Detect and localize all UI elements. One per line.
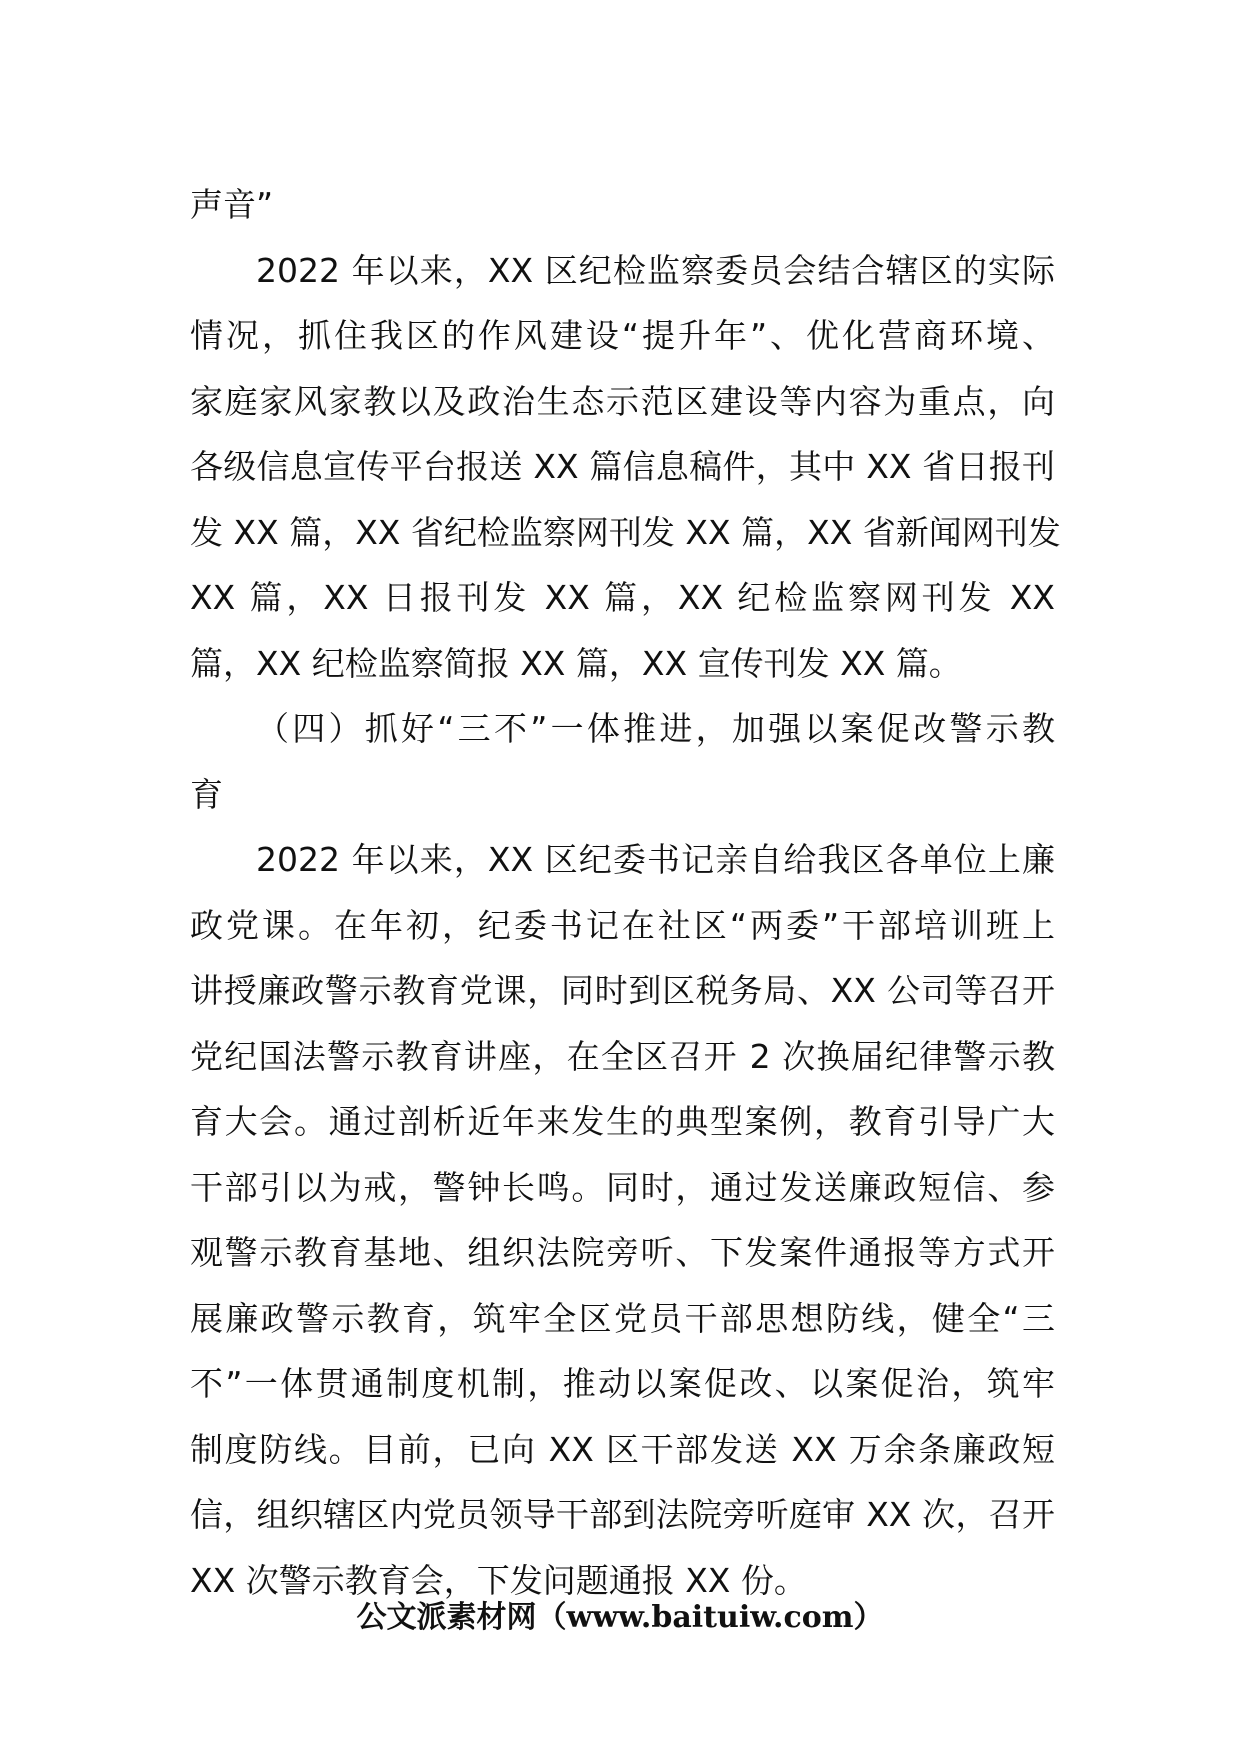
- text-line: 信，组织辖区内党员领导干部到法院旁听庭审 XX 次，召开: [190, 1495, 1055, 1534]
- text-line: 2022 年以来，XX 区纪检监察委员会结合辖区的实际: [256, 250, 1055, 290]
- text-line: 育大会。通过剖析近年来发生的典型案例，教育引导广大: [190, 1102, 1055, 1141]
- text-line: 篇，XX 纪检监察简报 XX 篇，XX 宣传刊发 XX 篇。: [190, 643, 962, 683]
- text-line: 观警示教育基地、组织法院旁听、下发案件通报等方式开: [190, 1233, 1055, 1272]
- text-line: 党纪国法警示教育讲座，在全区召开 2 次换届纪律警示教: [190, 1036, 1055, 1076]
- section-heading-line: 育: [190, 774, 223, 814]
- footer-watermark: 公文派素材网（www.baituiw.com）: [356, 1600, 884, 1635]
- text-line: 声音”: [190, 185, 274, 224]
- section-heading-line: （四）抓好“三不”一体推进，加强以案促改警示教: [256, 709, 1055, 748]
- text-line: 家庭家风家教以及政治生态示范区建设等内容为重点，向: [190, 381, 1055, 421]
- text-line: 不”一体贯通制度机制，推动以案促改、以案促治，筑牢: [190, 1364, 1055, 1403]
- text-line: 2022 年以来，XX 区纪委书记亲自给我区各单位上廉: [256, 840, 1055, 879]
- text-line: 情况，抓住我区的作风建设“提升年”、优化营商环境、: [190, 316, 1055, 355]
- text-line: 发 XX 篇，XX 省纪检监察网刊发 XX 篇，XX 省新闻网刊发: [190, 512, 1061, 552]
- text-line: 各级信息宣传平台报送 XX 篇信息稿件，其中 XX 省日报刊: [190, 447, 1055, 486]
- document-body: [190, 172, 1061, 1613]
- text-line: 政党课。在年初，纪委书记在社区“两委”干部培训班上: [190, 905, 1055, 945]
- text-line: 干部引以为戒，警钟长鸣。同时，通过发送廉政短信、参: [190, 1167, 1055, 1207]
- text-line: XX 次警示教育会，下发问题通报 XX 份。: [190, 1560, 807, 1600]
- text-line: XX 篇，XX 日报刊发 XX 篇，XX 纪检监察网刊发 XX: [190, 578, 1055, 617]
- text-line: 制度防线。目前，已向 XX 区干部发送 XX 万余条廉政短: [190, 1429, 1055, 1469]
- text-line: 展廉政警示教育，筑牢全区党员干部思想防线，健全“三: [190, 1298, 1055, 1338]
- text-line: 讲授廉政警示教育党课，同时到区税务局、XX 公司等召开: [190, 971, 1055, 1010]
